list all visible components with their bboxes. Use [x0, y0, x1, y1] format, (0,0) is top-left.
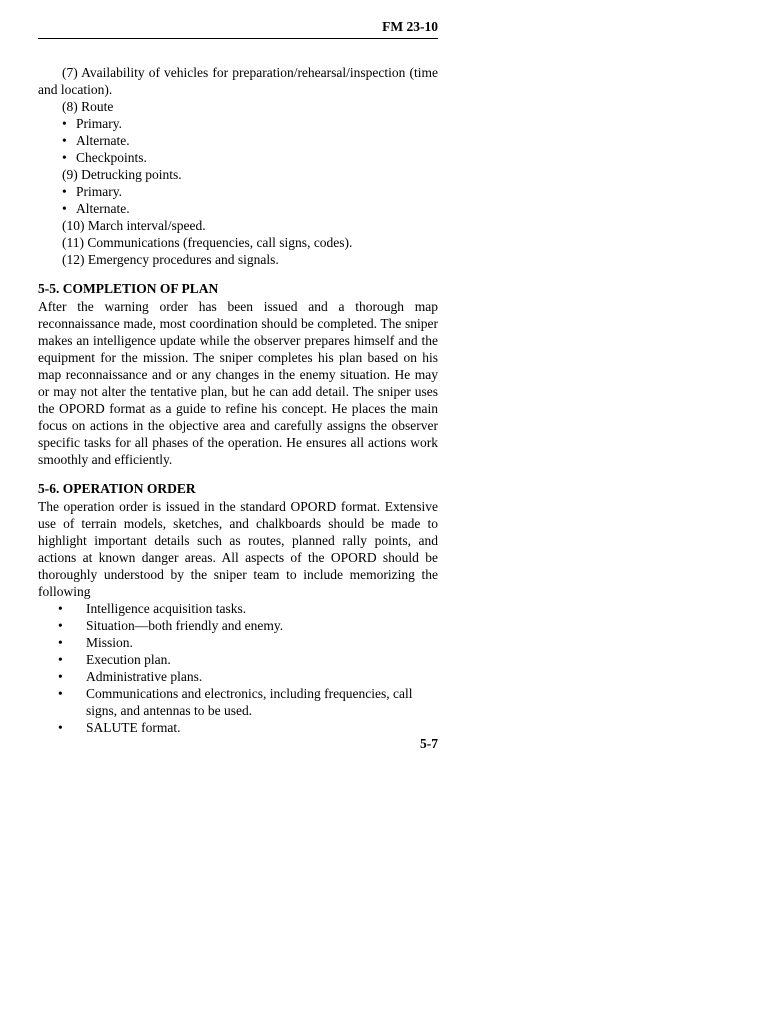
page-header-title: FM 23-10 — [382, 19, 438, 34]
bullet-item: • Intelligence acquisition tasks. — [58, 601, 247, 616]
list-item-10: (10) March interval/speed. — [62, 218, 206, 233]
bullet-item: • Communications and electronics, including frequencies, call signs, and antennas to be used. — [58, 686, 413, 718]
list-item-11: (11) Communications (frequencies, call signs, codes). — [62, 235, 353, 250]
list-item-7: (7) Availability of vehicles for preparation/rehearsal/inspection (time and location). — [38, 65, 438, 97]
section-heading-5-6: 5-6. OPERATION ORDER — [38, 481, 196, 496]
page-number: 5-7 — [420, 736, 438, 751]
list-item-12: (12) Emergency procedures and signals. — [62, 252, 279, 267]
section-paragraph-5-6: The operation order is issued in the standard OPORD format. Extensive use of terrain models, sketches, and chalkboards should be made to highlight important details such as routes, planned rally points, and actions at known danger areas. All aspects of the OPORD should be thoroughly understood by the sniper team to include memorizing the following — [38, 499, 438, 599]
sub-list-item: • Alternate. — [62, 201, 130, 216]
bullet-item: • SALUTE format. — [58, 720, 181, 735]
bullet-list-5-6 — [38, 600, 438, 736]
sub-list-item: • Primary. — [62, 116, 122, 131]
section-paragraph-5-5: After the warning order has been issued and a thorough map reconnaissance made, most coordination should be completed. The sniper makes an intelligence update while the observer prepares himself and the equipment for the mission. The sniper completes his plan based on his map reconnaissance and or any changes in the enemy situation. He may or may not alter the tentative plan, but he can add detail. The sniper uses the OPORD format as a guide to refine his concept. He places the main focus on actions in the objective area and carefully assigns the observer specific tasks for all phases of the operation. He ensures all actions work smoothly and efficiently. — [38, 299, 438, 467]
bullet-item: • Administrative plans. — [58, 669, 203, 684]
sub-list-item: • Alternate. — [62, 133, 130, 148]
header-rule — [38, 38, 438, 39]
sub-list-item: • Checkpoints. — [62, 150, 147, 165]
list-item-8: (8) Route — [62, 99, 114, 114]
bullet-item: • Mission. — [58, 635, 133, 650]
bullet-item: • Execution plan. — [58, 652, 171, 667]
bullet-item: • Situation—both friendly and enemy. — [58, 618, 284, 633]
page-body — [38, 64, 438, 736]
section-heading-5-5: 5-5. COMPLETION OF PLAN — [38, 281, 219, 296]
sub-list-9 — [38, 183, 438, 217]
sub-list-8 — [38, 115, 438, 166]
list-item-9: (9) Detrucking points. — [62, 167, 182, 182]
sub-list-item: • Primary. — [62, 184, 122, 199]
